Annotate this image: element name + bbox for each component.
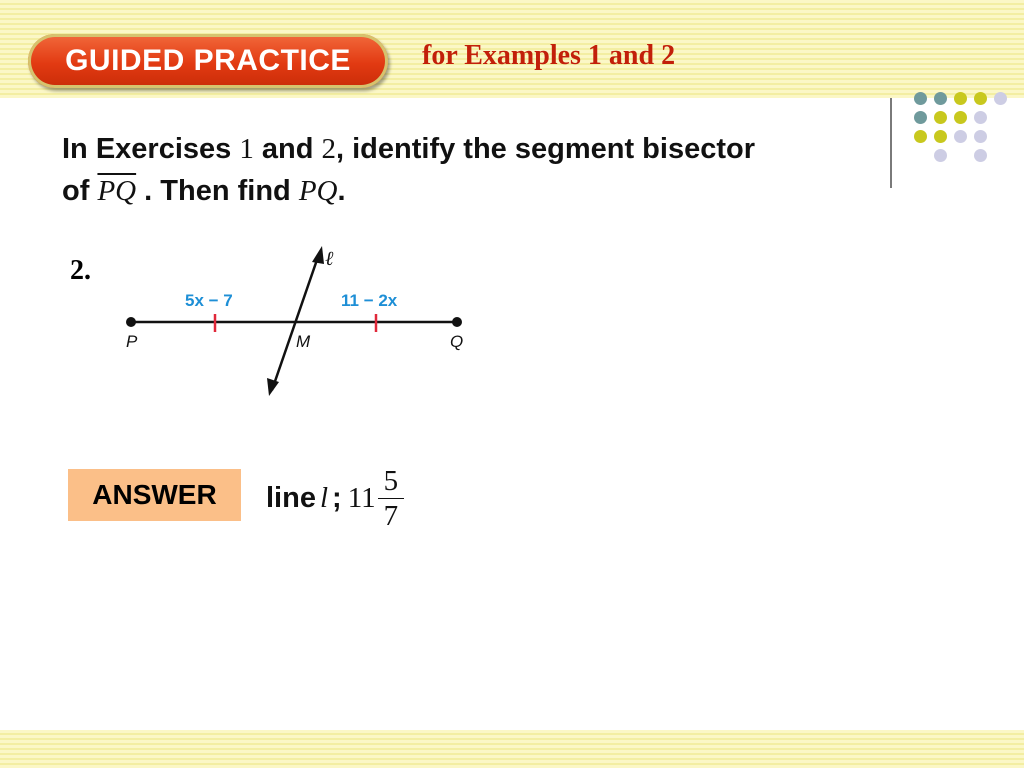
dot-icon [934,149,947,162]
examples-subtitle: for Examples 1 and 2 [422,40,676,71]
dot-icon [914,92,927,105]
fraction-numerator: 5 [378,464,405,499]
answer-separator: ; [332,481,342,514]
answer-button[interactable]: ANSWER [68,469,241,521]
dot-icon [934,130,947,143]
length-pq: PQ [298,175,338,207]
exercise-instructions [62,128,882,212]
bottom-striped-band [0,730,1024,768]
dot-icon [934,111,947,124]
answer-prefix: line [266,481,316,514]
dot-icon [954,92,967,105]
instruction-text: , identify the segment bisector [336,133,755,165]
exercise-number-1: 1 [239,133,254,165]
segment-bisector-figure [110,240,490,410]
left-expression: 5x − 7 [185,291,233,310]
arrowhead-up [312,246,324,264]
arrowhead-down [267,378,279,396]
answer-variable: l [319,481,329,514]
label-q: Q [450,332,464,351]
dot-icon [954,111,967,124]
answer-text [266,462,404,534]
line-label: ℓ [325,248,334,270]
dot-icon [914,130,927,143]
segment-pq: $\overline{PQ}$ [97,175,137,207]
right-expression: 11 − 2x [341,291,398,310]
exercise-number-2: 2 [321,133,337,165]
dot-icon [954,130,967,143]
fraction-denominator: 7 [383,499,399,532]
instruction-text: . [337,175,346,207]
dot-icon [994,92,1007,105]
dot-icon [974,130,987,143]
point-q [452,317,462,327]
instruction-text: and [253,133,322,165]
instruction-text: of [62,175,98,207]
vertical-divider [890,98,892,188]
dot-icon [914,111,927,124]
fraction [378,464,405,533]
exercise-number: 2. [70,255,91,286]
dot-icon [974,111,987,124]
mixed-number-whole: 11 [347,481,376,514]
point-p [126,317,136,327]
guided-practice-badge: GUIDED PRACTICE [28,34,388,88]
dot-icon [974,92,987,105]
decorative-dots [908,92,1018,172]
dot-icon [974,149,987,162]
label-m: M [296,332,311,351]
instruction-text: In Exercises [62,133,240,165]
label-p: P [126,332,138,351]
dot-icon [934,92,947,105]
instruction-text: . Then find [136,175,299,207]
